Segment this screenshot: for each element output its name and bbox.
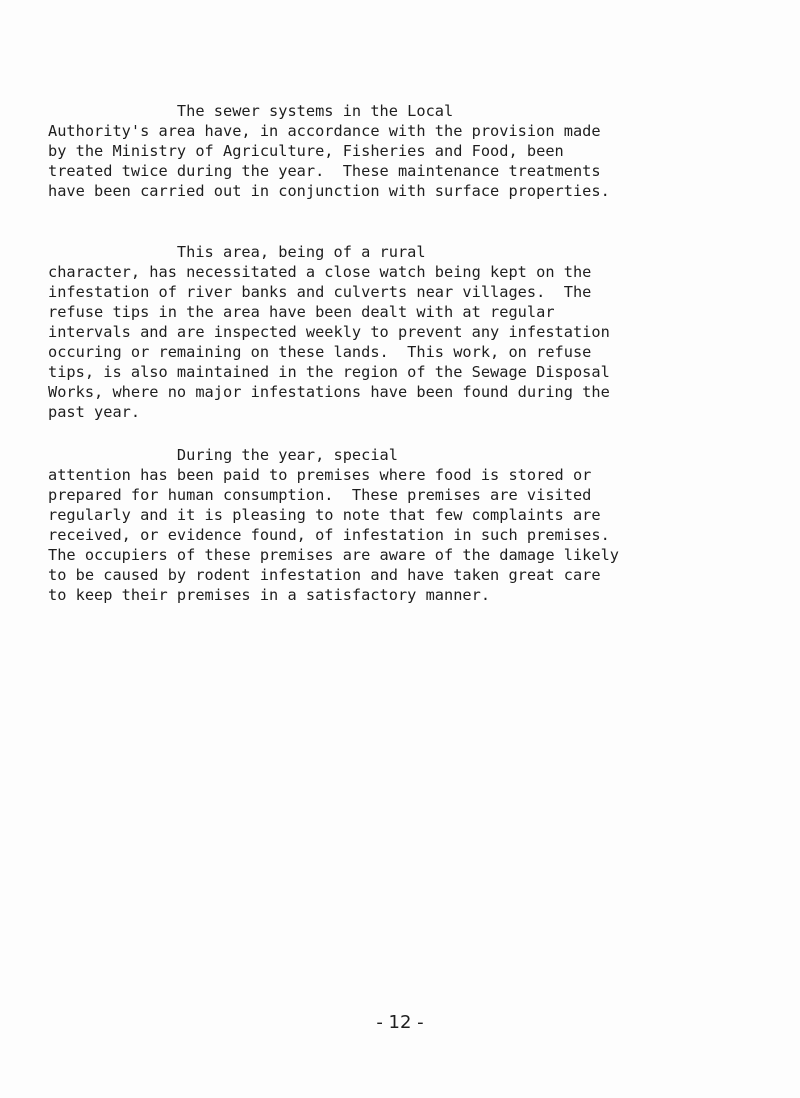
paragraph-food-premises — [48, 445, 798, 605]
text-line: intervals and are inspected weekly to prevent any infestation — [48, 323, 610, 341]
text-line: treated twice during the year. These maintenance treatments — [48, 162, 601, 180]
text-line: tips, is also maintained in the region of the Sewage Disposal — [48, 363, 610, 381]
text-line: The sewer systems in the Local — [48, 102, 454, 120]
text-line: The occupiers of these premises are aware of the damage likely — [48, 546, 619, 564]
text-line: occuring or remaining on these lands. This work, on refuse — [48, 343, 592, 361]
page-number: - 12 - — [376, 1012, 424, 1033]
text-line: This area, being of a rural — [48, 243, 426, 261]
text-line: past year. — [48, 403, 141, 421]
text-line: During the year, special — [48, 446, 398, 464]
text-line: have been carried out in conjunction with surface properties. — [48, 182, 610, 200]
text-line: refuse tips in the area have been dealt with at regular — [48, 303, 555, 321]
text-line: to keep their premises in a satisfactory manner. — [48, 586, 491, 604]
paragraph-rural-area — [48, 242, 798, 422]
text-line: prepared for human consumption. These premises are visited — [48, 486, 592, 504]
text-line: infestation of river banks and culverts near villages. The — [48, 283, 592, 301]
text-line: Works, where no major infestations have been found during the — [48, 383, 610, 401]
text-line: Authority's area have, in accordance with the provision made — [48, 122, 601, 140]
paragraph-sewer-systems — [48, 101, 798, 201]
text-line: by the Ministry of Agriculture, Fisheries and Food, been — [48, 142, 564, 160]
text-line: to be caused by rodent infestation and have taken great care — [48, 566, 601, 584]
text-line: received, or evidence found, of infestation in such premises. — [48, 526, 610, 544]
text-line: regularly and it is pleasing to note that few complaints are — [48, 506, 601, 524]
text-line: attention has been paid to premises where food is stored or — [48, 466, 592, 484]
text-line: character, has necessitated a close watch being kept on the — [48, 263, 592, 281]
